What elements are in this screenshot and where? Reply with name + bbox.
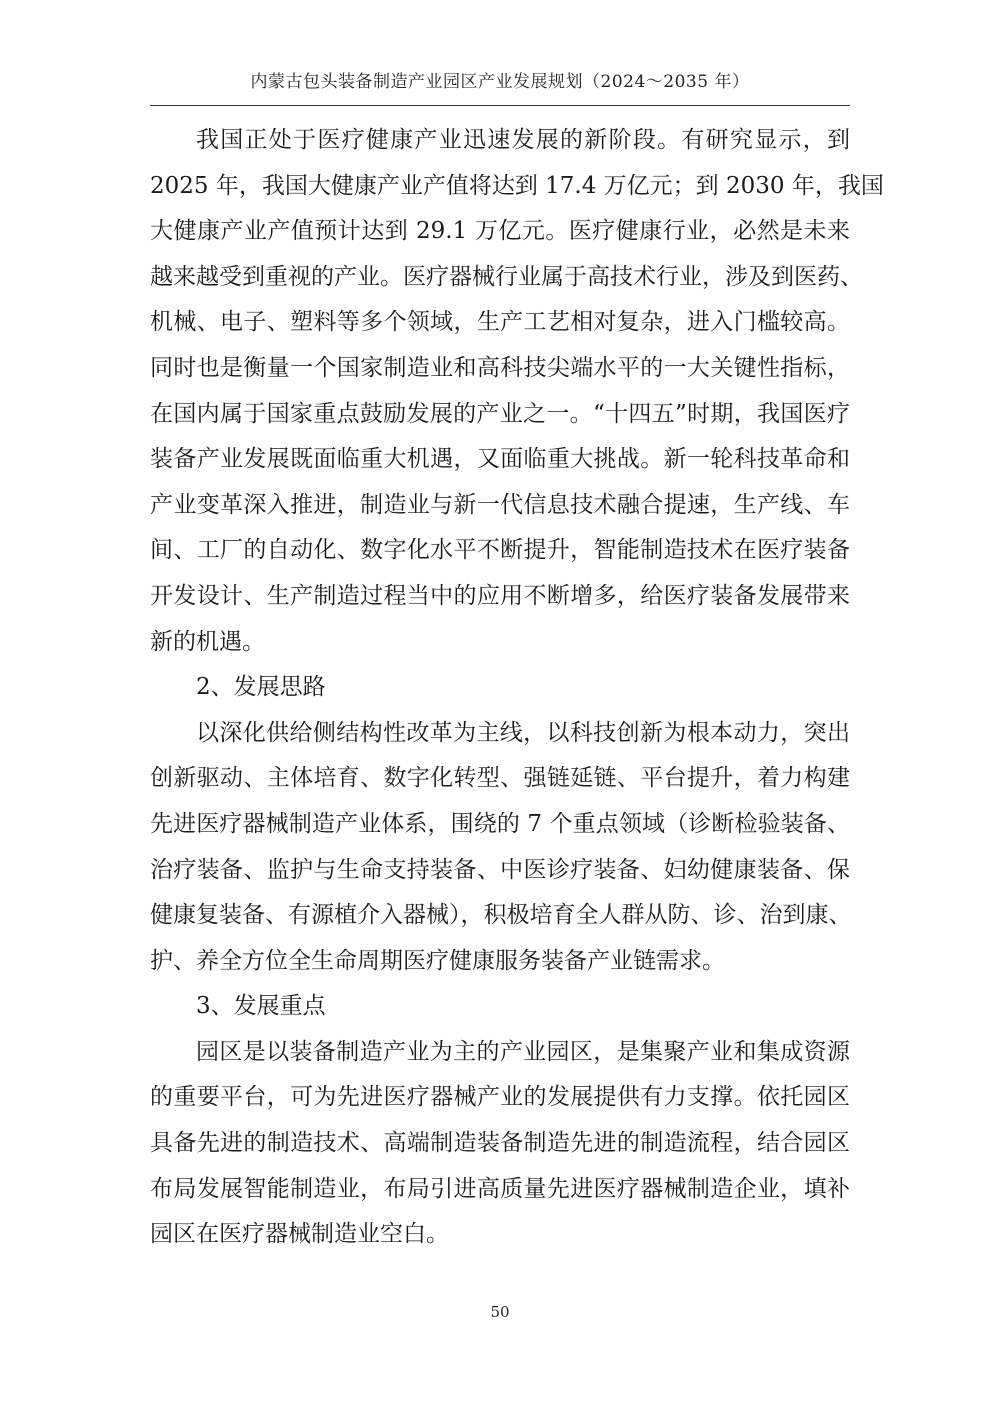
section-heading-development-focus: 3、发展重点 <box>196 993 326 1020</box>
text-line: 新的机遇。 <box>150 628 265 655</box>
text-line: 护、养全方位全生命周期医疗健康服务装备产业链需求。 <box>150 947 725 974</box>
text-line: 治疗装备、监护与生命支持装备、中医诊疗装备、妇幼健康装备、保 <box>150 856 850 883</box>
text-line: 在国内属于国家重点鼓励发展的产业之一。“十四五”时期，我国医疗 <box>150 400 850 427</box>
document-body <box>150 118 884 1258</box>
paragraph-development-approach <box>150 711 850 985</box>
text-line: 同时也是衡量一个国家制造业和高科技尖端水平的一大关键性指标， <box>150 354 850 381</box>
text-line: 我国正处于医疗健康产业迅速发展的新阶段。有研究显示，到 <box>196 127 850 153</box>
text-line: 2025 年，我国大健康产业产值将达到 17.4 万亿元；到 2030 年，我国 <box>150 172 884 199</box>
section-heading-development-approach: 2、发展思路 <box>196 674 326 701</box>
header-divider <box>150 105 850 106</box>
text-line: 以深化供给侧结构性改革为主线，以科技创新为根本动力，突出 <box>196 719 850 746</box>
text-line: 产业变革深入推进，制造业与新一代信息技术融合提速，生产线、车 <box>150 491 850 518</box>
text-line: 开发设计、生产制造过程当中的应用不断增多，给医疗装备发展带来 <box>150 582 850 609</box>
text-line: 越来越受到重视的产业。医疗器械行业属于高技术行业，涉及到医药、 <box>150 263 863 290</box>
text-line: 机械、电子、塑料等多个领域，生产工艺相对复杂，进入门槛较高。 <box>150 309 850 336</box>
text-line: 具备先进的制造技术、高端制造装备制造先进的制造流程，结合园区 <box>150 1130 850 1157</box>
text-line: 创新驱动、主体培育、数字化转型、强链延链、平台提升，着力构建 <box>150 765 850 792</box>
paragraph-development-focus <box>150 1030 850 1258</box>
page-header-title: 内蒙古包头装备制造产业园区产业发展规划（2024～2035 年） <box>250 72 750 92</box>
text-line: 的重要平台，可为先进医疗器械产业的发展提供有力支撑。依托园区 <box>150 1084 850 1111</box>
text-line: 大健康产业产值预计达到 29.1 万亿元。医疗健康行业，必然是未来 <box>150 218 850 245</box>
text-line: 园区是以装备制造产业为主的产业园区，是集聚产业和集成资源 <box>196 1038 850 1065</box>
text-line: 间、工厂的自动化、数字化水平不断提升，智能制造技术在医疗装备 <box>150 537 850 564</box>
text-line: 装备产业发展既面临重大机遇，又面临重大挑战。新一轮科技革命和 <box>150 446 850 473</box>
text-line: 先进医疗器械制造产业体系，围绕的 7 个重点领域（诊断检验装备、 <box>150 810 850 837</box>
text-line: 园区在医疗器械制造业空白。 <box>150 1221 449 1248</box>
text-line: 布局发展智能制造业，布局引进高质量先进医疗器械制造企业，填补 <box>150 1175 850 1202</box>
text-line: 健康复装备、有源植介入器械），积极培育全人群从防、诊、治到康、 <box>150 902 852 929</box>
page-number: 50 <box>490 1303 510 1321</box>
paragraph-market-overview <box>150 118 884 665</box>
